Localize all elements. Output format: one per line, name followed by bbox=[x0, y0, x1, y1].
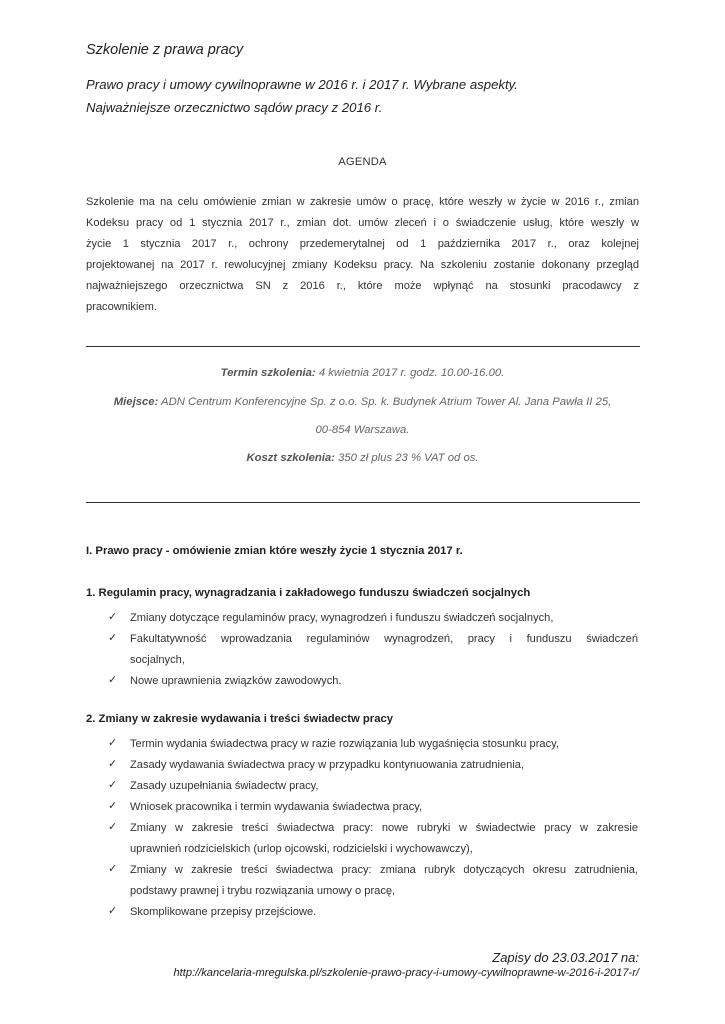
subtitle-line-1: Prawo pracy i umowy cywilnoprawne w 2016 r. i 2017 r. Wybrane aspekty. bbox=[86, 77, 518, 92]
info-miejsce-line-2: 00-854 Warszawa. bbox=[315, 424, 410, 436]
list-item-text: Zasady wydawania świadectwa pracy w przypadku kontynuowania zatrudnienia, bbox=[130, 759, 525, 771]
checkmark-icon: ✓ bbox=[108, 758, 118, 770]
list-item-text: uprawnień rodzicielskich (urlop ojcowski, rodzicielski i wychowawczy), bbox=[130, 843, 473, 855]
checkmark-icon: ✓ bbox=[108, 611, 118, 623]
intro-line: najważniejszego orzecznictwa SN z 2016 r., które może wpłynąć na stosunki pracodawcy z bbox=[86, 279, 639, 292]
koszt-label: Koszt szkolenia: bbox=[246, 452, 335, 464]
koszt-value: 350 zł plus 23 % VAT od os. bbox=[334, 452, 479, 464]
miejsce-label: Miejsce: bbox=[113, 396, 159, 408]
info-termin bbox=[0, 367, 725, 379]
subtitle-line-2: Najważniejsze orzecznictwo sądów pracy z 2016 r. bbox=[86, 100, 383, 115]
list-item bbox=[108, 776, 638, 797]
list-item-text: podstawy prawnej i trybu rozwiązania umowy o pracę, bbox=[130, 885, 396, 897]
list-item bbox=[108, 734, 638, 755]
intro-line: Szkolenie ma na celu omówienie zmian w zakresie umów o pracę, które weszły w życie w 2016 r., zmian bbox=[86, 196, 639, 208]
registration-deadline: Zapisy do 23.03.2017 na: bbox=[492, 950, 639, 965]
registration-link[interactable]: http://kancelaria-mregulska.pl/szkolenie-prawo-pracy-i-umowy-cywilnoprawne-w-2016-i-2017-r/ bbox=[173, 967, 639, 979]
checkmark-icon: ✓ bbox=[108, 737, 118, 749]
divider-bottom bbox=[86, 502, 640, 503]
checkmark-icon: ✓ bbox=[108, 863, 118, 875]
checkmark-icon: ✓ bbox=[108, 800, 118, 812]
list-item bbox=[108, 818, 638, 860]
list-item bbox=[108, 860, 638, 902]
checkmark-icon: ✓ bbox=[108, 779, 118, 791]
list-item-text: socjalnych, bbox=[130, 654, 185, 666]
list-item bbox=[108, 755, 638, 776]
intro-line: projektowanej na 2017 r. rewolucyjnej zmiany Kodeksu pracy. Na szkoleniu zostanie dokonany przegląd bbox=[86, 258, 639, 271]
list-item-text: Zasady uzupełniania świadectw pracy, bbox=[130, 780, 319, 792]
section-2-heading: 2. Zmiany w zakresie wydawania i treści świadectw pracy bbox=[86, 713, 394, 725]
list-item-text: Zmiany w zakresie treści świadectwa pracy: zmiana rubryk dotyczących okresu zatrudnienia, bbox=[130, 864, 638, 876]
list-item-text: Termin wydania świadectwa pracy w razie rozwiązania lub wygaśnięcia stosunku pracy, bbox=[130, 738, 559, 750]
list-item-text: Fakultatywność wprowadzania regulaminów wynagrodzeń, pracy i funduszu świadczeń bbox=[130, 633, 638, 645]
miejsce-value: ADN Centrum Konferencyjne Sp. z o.o. Sp. k. Budynek Atrium Tower Al. Jana Pawła II 25, bbox=[158, 396, 612, 408]
list-item-text: Wniosek pracownika i termin wydawania świadectwa pracy, bbox=[130, 801, 423, 813]
list-item bbox=[108, 797, 638, 818]
section-1-heading: 1. Regulamin pracy, wynagradzania i zakładowego funduszu świadczeń socjalnych bbox=[86, 587, 531, 599]
list-item bbox=[108, 902, 638, 923]
list-item-text: Skomplikowane przepisy przejściowe. bbox=[130, 906, 317, 918]
list-item bbox=[108, 671, 638, 692]
part-1-heading: I. Prawo pracy - omówienie zmian które weszły życie 1 stycznia 2017 r. bbox=[86, 545, 463, 557]
list-item-text: Zmiany w zakresie treści świadectwa pracy: nowe rubryki w świadectwie pracy w zakresie bbox=[130, 822, 638, 834]
termin-value: 4 kwietnia 2017 r. godz. 10.00-16.00. bbox=[315, 367, 505, 379]
agenda-heading: AGENDA bbox=[338, 156, 387, 168]
info-miejsce bbox=[0, 396, 725, 408]
info-koszt bbox=[0, 452, 725, 464]
agenda-intro-paragraph bbox=[86, 192, 639, 317]
list-item-text: Nowe uprawnienia związków zawodowych. bbox=[130, 675, 342, 687]
checkmark-icon: ✓ bbox=[108, 821, 118, 833]
intro-line: pracownikiem. bbox=[86, 300, 157, 313]
checkmark-icon: ✓ bbox=[108, 632, 118, 644]
checkmark-icon: ✓ bbox=[108, 674, 118, 686]
document-title: Szkolenie z prawa pracy bbox=[86, 42, 244, 58]
termin-label: Termin szkolenia: bbox=[220, 367, 316, 379]
list-item-text: Zmiany dotyczące regulaminów pracy, wynagrodzeń i funduszu świadczeń socjalnych, bbox=[130, 612, 554, 624]
intro-line: Kodeksu pracy od 1 stycznia 2017 r., zmian dot. umów zleceń i o świadczenie usług, które weszły w bbox=[86, 216, 639, 229]
divider-top bbox=[86, 346, 640, 347]
list-item bbox=[108, 608, 638, 629]
intro-line: życie 1 stycznia 2017 r., ochrony przedemerytalnej od 1 października 2017 r., oraz kolejnej bbox=[86, 237, 639, 250]
list-item bbox=[108, 629, 638, 671]
checkmark-icon: ✓ bbox=[108, 905, 118, 917]
